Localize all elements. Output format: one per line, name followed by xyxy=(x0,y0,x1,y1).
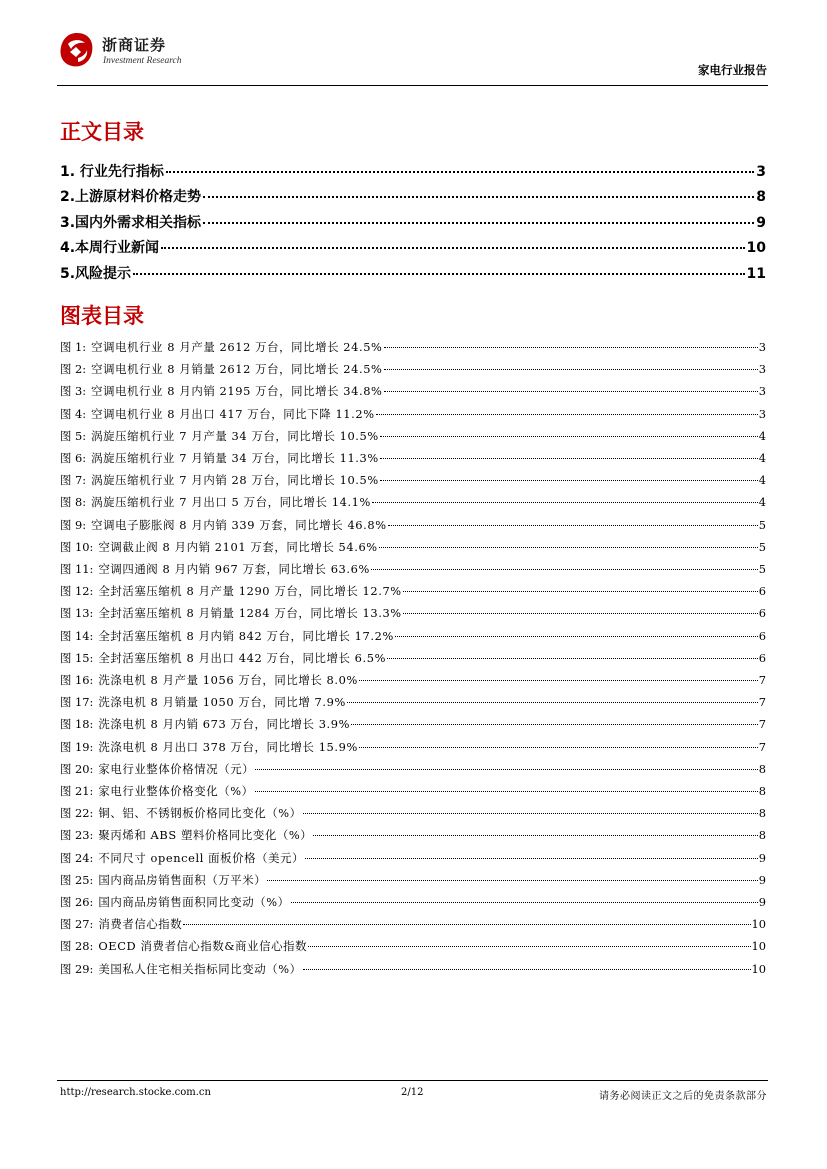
figure-title: 涡旋压缩机行业 7 月内销 28 万台，同比增长 10.5% xyxy=(91,473,379,488)
toc-entry[interactable] xyxy=(60,212,766,234)
figure-entry[interactable] xyxy=(60,761,766,779)
figure-entry[interactable] xyxy=(60,339,766,357)
figure-entry[interactable] xyxy=(60,561,766,579)
toc-entry-label: 1. 行业先行指标 xyxy=(60,164,164,180)
toc-entry[interactable] xyxy=(60,237,766,259)
figure-number: 图 17: xyxy=(60,695,94,710)
figure-page: 4 xyxy=(758,473,766,488)
figure-page: 7 xyxy=(758,673,766,687)
toc-entry[interactable] xyxy=(60,263,766,285)
figure-list-heading: 图表目录 xyxy=(60,304,144,328)
figure-number: 图 18: xyxy=(60,717,94,732)
figure-number: 图 7: xyxy=(60,473,87,488)
toc-entry-page: 10 xyxy=(746,240,766,256)
figure-title: 全封活塞压缩机 8 月产量 1290 万台，同比增长 12.7% xyxy=(98,584,402,599)
report-type-label: 家电行业报告 xyxy=(698,63,767,77)
figure-number: 图 25: xyxy=(60,872,94,887)
figure-leader-dots xyxy=(255,791,758,792)
figure-leader-dots xyxy=(305,858,758,859)
figure-leader-dots xyxy=(359,680,758,681)
toc-leader-dots xyxy=(203,196,754,198)
figure-title: 国内商品房销售面积同比变动（%） xyxy=(98,895,290,909)
figure-page: 10 xyxy=(751,961,766,976)
footer-disclaimer: 请务必阅读正文之后的免责条款部分 xyxy=(599,1091,767,1102)
figure-entry[interactable] xyxy=(60,494,766,512)
figure-leader-dots xyxy=(387,658,758,659)
toc-leader-dots xyxy=(166,171,754,173)
toc-leader-dots xyxy=(161,247,744,249)
figure-entry[interactable] xyxy=(60,406,766,424)
figure-title: 洗涤电机 8 月产量 1056 万台，同比增长 8.0% xyxy=(98,673,358,687)
figure-leader-dots xyxy=(380,436,758,437)
figure-entry[interactable] xyxy=(60,961,766,979)
figure-title: 消费者信心指数 xyxy=(98,917,183,932)
toc-heading: 正文目录 xyxy=(60,120,144,144)
figure-number: 图 15: xyxy=(60,650,94,665)
figure-page: 9 xyxy=(758,895,766,909)
logo-english-text: Investment Research xyxy=(103,56,182,66)
figure-page: 9 xyxy=(758,850,766,865)
figure-entry[interactable] xyxy=(60,872,766,890)
figure-page: 3 xyxy=(758,384,766,399)
figure-entry[interactable] xyxy=(60,938,766,956)
figure-number: 图 16: xyxy=(60,673,94,687)
figure-leader-dots xyxy=(255,769,758,770)
figure-leader-dots xyxy=(403,591,758,592)
figure-title: 不同尺寸 opencell 面板价格（美元） xyxy=(98,850,305,865)
toc-entry-label: 2.上游原材料价格走势 xyxy=(60,189,202,205)
figure-number: 图 29: xyxy=(60,961,94,976)
figure-title: 空调截止阀 8 月内销 2101 万套，同比增长 54.6% xyxy=(98,539,378,554)
figure-page: 3 xyxy=(758,340,766,354)
figure-page: 5 xyxy=(758,517,766,532)
figure-leader-dots xyxy=(376,414,758,415)
figure-number: 图 12: xyxy=(60,584,94,599)
figure-leader-dots xyxy=(384,391,758,392)
figure-page: 3 xyxy=(758,362,766,377)
figure-entry[interactable] xyxy=(60,739,766,757)
figure-title: 空调电机行业 8 月内销 2195 万台，同比增长 34.8% xyxy=(91,384,383,399)
figure-entry[interactable] xyxy=(60,450,766,468)
figure-title: 空调电机行业 8 月出口 417 万台，同比下降 11.2% xyxy=(91,406,375,421)
toc-entry-page: 3 xyxy=(756,164,766,180)
figure-title: 涡旋压缩机行业 7 月产量 34 万台，同比增长 10.5% xyxy=(91,428,379,443)
figure-leader-dots xyxy=(384,369,758,370)
figure-title: 铜、铝、不锈钢板价格同比变化（%） xyxy=(98,806,302,821)
figure-entry[interactable] xyxy=(60,539,766,557)
figure-title: 洗涤电机 8 月销量 1050 万台，同比增 7.9% xyxy=(98,695,346,710)
figure-number: 图 28: xyxy=(60,939,94,954)
figure-number: 图 22: xyxy=(60,806,94,821)
figure-title: 全封活塞压缩机 8 月销量 1284 万台，同比增长 13.3% xyxy=(98,606,402,621)
toc-entry[interactable] xyxy=(60,161,766,183)
figure-page: 8 xyxy=(758,806,766,821)
figure-leader-dots xyxy=(359,747,758,748)
figure-title: 家电行业整体价格情况（元） xyxy=(98,761,255,776)
figure-page: 8 xyxy=(758,828,766,843)
figure-title: 空调电机行业 8 月销量 2612 万台，同比增长 24.5% xyxy=(91,362,383,377)
figure-title: 家电行业整体价格变化（%） xyxy=(98,784,254,798)
figure-title: 空调电子膨胀阀 8 月内销 339 万套，同比增长 46.8% xyxy=(91,517,387,532)
figure-page: 3 xyxy=(758,406,766,421)
figure-number: 图 3: xyxy=(60,384,87,399)
figure-leader-dots xyxy=(395,636,758,637)
toc-leader-dots xyxy=(203,222,754,224)
figure-leader-dots xyxy=(379,547,758,548)
figure-entry[interactable] xyxy=(60,628,766,646)
figure-number: 图 2: xyxy=(60,362,87,377)
figure-leader-dots xyxy=(313,835,757,836)
figure-title: 全封活塞压缩机 8 月出口 442 万台，同比增长 6.5% xyxy=(98,650,387,665)
figure-page: 5 xyxy=(758,562,766,576)
figure-page: 4 xyxy=(758,495,766,510)
toc-entry-label: 4.本周行业新闻 xyxy=(60,240,160,256)
figure-entry[interactable] xyxy=(60,805,766,823)
figure-entry[interactable] xyxy=(60,694,766,712)
figure-number: 图 6: xyxy=(60,451,87,465)
figure-leader-dots xyxy=(183,924,750,925)
figure-number: 图 5: xyxy=(60,428,87,443)
figure-page: 8 xyxy=(758,784,766,798)
figure-entry[interactable] xyxy=(60,672,766,690)
figure-title: 国内商品房销售面积（万平米） xyxy=(98,872,267,887)
figure-page: 4 xyxy=(758,428,766,443)
figure-entry[interactable] xyxy=(60,827,766,845)
figure-number: 图 23: xyxy=(60,828,94,843)
figure-leader-dots xyxy=(388,525,758,526)
figure-page: 10 xyxy=(751,939,766,954)
figure-entry[interactable] xyxy=(60,472,766,490)
figure-page: 10 xyxy=(751,917,766,932)
figure-number: 图 9: xyxy=(60,517,87,532)
figure-entry[interactable] xyxy=(60,361,766,379)
figure-leader-dots xyxy=(384,347,758,348)
figure-title: 空调电机行业 8 月产量 2612 万台，同比增长 24.5% xyxy=(91,340,383,354)
figure-entry[interactable] xyxy=(60,850,766,868)
logo-mark-icon xyxy=(57,30,97,70)
figure-title: OECD 消费者信心指数&商业信心指数 xyxy=(98,939,308,954)
figure-leader-dots xyxy=(403,613,758,614)
figure-entry[interactable] xyxy=(60,783,766,801)
figure-page: 6 xyxy=(758,650,766,665)
figure-number: 图 13: xyxy=(60,606,94,621)
footer-page-number: 2/12 xyxy=(401,1087,424,1098)
figure-title: 聚丙烯和 ABS 塑料价格同比变化（%） xyxy=(98,828,313,843)
toc-entry-page: 11 xyxy=(746,266,766,282)
figure-leader-dots xyxy=(347,702,758,703)
figure-leader-dots xyxy=(303,969,751,970)
figure-leader-dots xyxy=(303,813,758,814)
figure-entry[interactable] xyxy=(60,428,766,446)
figure-number: 图 27: xyxy=(60,917,94,932)
figure-entry[interactable] xyxy=(60,383,766,401)
figure-page: 7 xyxy=(758,739,766,754)
figure-number: 图 14: xyxy=(60,628,94,643)
figure-title: 美国私人住宅相关指标同比变动（%） xyxy=(98,961,302,976)
footer-divider xyxy=(57,1080,768,1081)
figure-number: 图 11: xyxy=(60,562,94,576)
figure-page: 5 xyxy=(758,539,766,554)
figure-number: 图 10: xyxy=(60,539,94,554)
figure-page: 9 xyxy=(758,872,766,887)
figure-page: 7 xyxy=(758,717,766,732)
figure-title: 洗涤电机 8 月出口 378 万台，同比增长 15.9% xyxy=(98,739,358,754)
figure-number: 图 8: xyxy=(60,495,87,510)
toc-entry-label: 5.风险提示 xyxy=(60,266,132,282)
figure-leader-dots xyxy=(380,458,758,459)
figure-entry[interactable] xyxy=(60,583,766,601)
figure-entry[interactable] xyxy=(60,517,766,535)
figure-number: 图 24: xyxy=(60,850,94,865)
figure-page: 7 xyxy=(758,695,766,710)
toc-leader-dots xyxy=(133,273,744,275)
figure-title: 空调四通阀 8 月内销 967 万套，同比增长 63.6% xyxy=(98,562,370,576)
figure-entry[interactable] xyxy=(60,894,766,912)
figure-entry[interactable] xyxy=(60,916,766,934)
figure-page: 4 xyxy=(758,451,766,465)
figure-number: 图 20: xyxy=(60,761,94,776)
figure-number: 图 1: xyxy=(60,340,87,354)
company-logo xyxy=(57,30,182,74)
footer-url-link[interactable]: http://research.stocke.com.cn xyxy=(60,1087,211,1098)
figure-page: 6 xyxy=(758,606,766,621)
toc-entry[interactable] xyxy=(60,186,766,208)
figure-leader-dots xyxy=(371,569,758,570)
header-divider xyxy=(57,85,768,86)
figure-entry[interactable] xyxy=(60,650,766,668)
figure-leader-dots xyxy=(267,880,758,881)
toc-entry-page: 8 xyxy=(756,189,766,205)
figure-leader-dots xyxy=(372,502,758,503)
figure-leader-dots xyxy=(380,480,758,481)
figure-number: 图 21: xyxy=(60,784,94,798)
toc-entry-label: 3.国内外需求相关指标 xyxy=(60,215,202,231)
figure-page: 6 xyxy=(758,628,766,643)
figure-title: 洗涤电机 8 月内销 673 万台，同比增长 3.9% xyxy=(98,717,351,732)
figure-page: 8 xyxy=(758,761,766,776)
figure-page: 6 xyxy=(758,584,766,599)
figure-leader-dots xyxy=(351,724,758,725)
figure-number: 图 19: xyxy=(60,739,94,754)
logo-chinese-text: 浙商证券 xyxy=(102,36,167,54)
toc-entry-page: 9 xyxy=(756,215,766,231)
figure-leader-dots xyxy=(291,902,758,903)
figure-entry[interactable] xyxy=(60,716,766,734)
figure-leader-dots xyxy=(308,946,750,947)
figure-title: 涡旋压缩机行业 7 月销量 34 万台，同比增长 11.3% xyxy=(91,451,379,465)
figure-number: 图 4: xyxy=(60,406,87,421)
figure-number: 图 26: xyxy=(60,895,94,909)
figure-entry[interactable] xyxy=(60,605,766,623)
figure-title: 涡旋压缩机行业 7 月出口 5 万台，同比增长 14.1% xyxy=(91,495,371,510)
figure-title: 全封活塞压缩机 8 月内销 842 万台，同比增长 17.2% xyxy=(98,628,394,643)
